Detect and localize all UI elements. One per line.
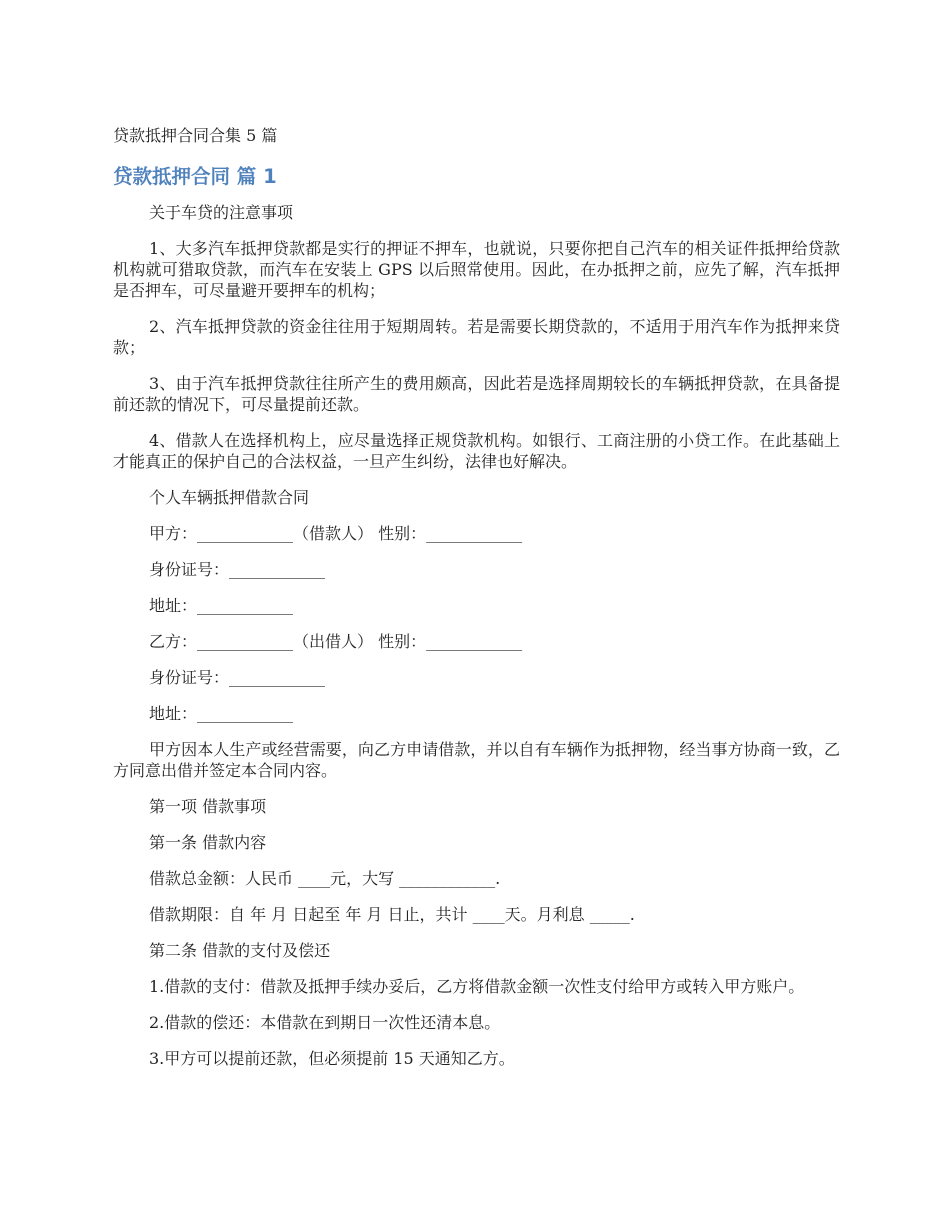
document-body [113,202,840,1084]
paragraph-note-2: 2、汽车抵押贷款的资金往往用于短期周转。若是需要长期贷款的，不适用于用汽车作为抵押来贷款； [113,317,840,357]
paragraph-party-b: 乙方：____________（出借人） 性别：____________ [149,632,523,651]
paragraph-party-a-address: 地址：____________ [149,596,294,615]
paragraph-loan-amount: 借款总金额：人民币 ____元，大写 ____________. [149,869,501,888]
paragraph-note-4: 4、借款人在选择机构上，应尽量选择正规贷款机构。如银行、工商注册的小贷工作。在此基础上才能真正的保护自己的合法权益，一旦产生纠纷，法律也好解决。 [113,431,840,471]
paragraph-party-b-id: 身份证号：____________ [149,668,326,687]
paragraph-party-a: 甲方：____________（借款人） 性别：____________ [149,524,523,543]
paragraph-note-3: 3、由于汽车抵押贷款往往所产生的费用颇高，因此若是选择周期较长的车辆抵押贷款，在具备提前还款的情况下，可尽量提前还款。 [113,374,840,414]
paragraph-item-1: 第一项 借款事项 [149,797,267,816]
paragraph-notice-title: 关于车贷的注意事项 [149,203,294,222]
paragraph-early-repayment: 3.甲方可以提前还款，但必须提前 15 天通知乙方。 [149,1049,515,1068]
paragraph-repayment: 2.借款的偿还：本借款在到期日一次性还清本息。 [149,1013,501,1032]
paragraph-preamble: 甲方因本人生产或经营需要，向乙方申请借款，并以自有车辆作为抵押物，经当事方协商一致，乙方同意出借并签定本合同内容。 [113,740,840,780]
paragraph-article-1: 第一条 借款内容 [149,833,267,852]
paragraph-party-a-id: 身份证号：____________ [149,560,326,579]
paragraph-contract-title: 个人车辆抵押借款合同 [149,488,310,507]
document-title: 贷款抵押合同合集 5 篇 [113,126,278,145]
paragraph-payment: 1.借款的支付：借款及抵押手续办妥后，乙方将借款金额一次性支付给甲方或转入甲方账户。 [149,977,805,996]
paragraph-article-2: 第二条 借款的支付及偿还 [149,941,331,960]
paragraph-party-b-address: 地址：____________ [149,704,294,723]
paragraph-note-1: 1、大多汽车抵押贷款都是实行的押证不押车，也就说，只要你把自己汽车的相关证件抵押给贷款机构就可猎取贷款，而汽车在安装上 GPS 以后照常使用。因此，在办抵押之前，应先了解，汽车抵押是否押车，可尽量避开要押车的机构； [113,239,840,300]
section-heading: 贷款抵押合同 篇 1 [113,165,277,188]
paragraph-loan-term: 借款期限：自 年 月 日起至 年 月 日止，共计 ____天。月利息 _____. [149,905,635,924]
